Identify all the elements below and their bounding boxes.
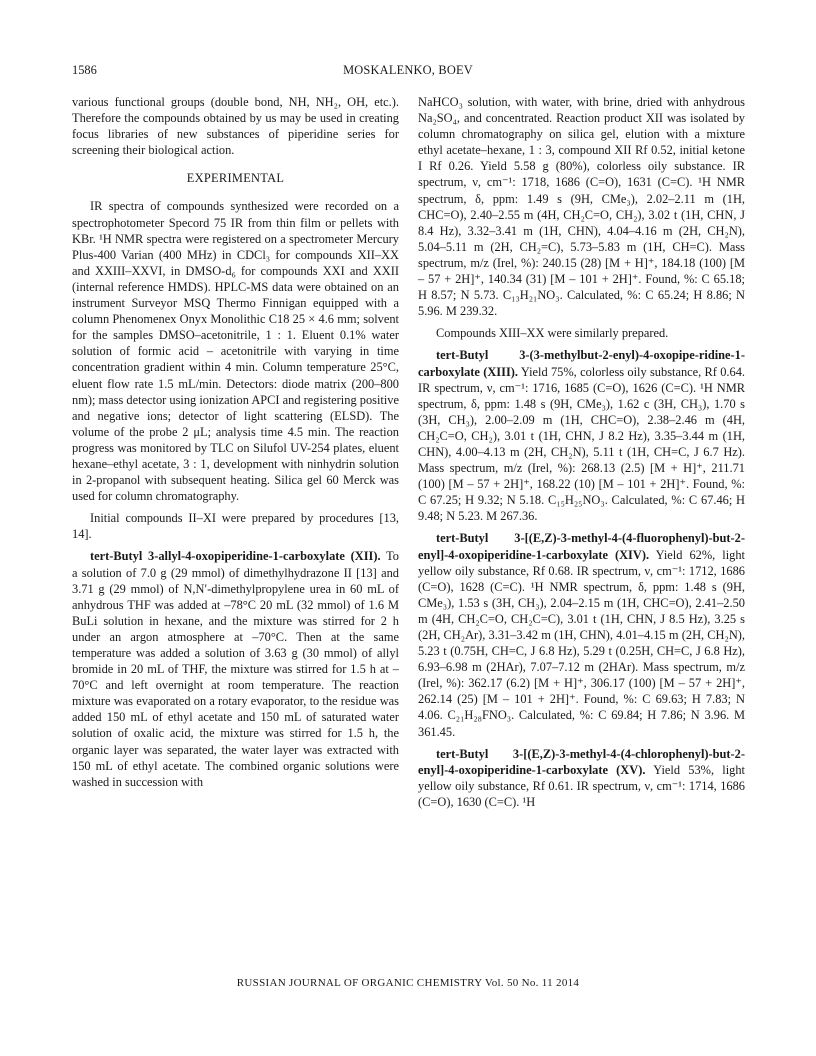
paragraph: various functional groups (double bond, NH, NH₂, OH, etc.). Therefore the compounds obtained by us may be used in creating focus libraries of new substances of piperidine series for screening their biological action.	[72, 95, 399, 158]
journal-footer: RUSSIAN JOURNAL OF ORGANIC CHEMISTRY Vol. 50 No. 11 2014	[236, 977, 580, 989]
compound-procedure: To a solution of 7.0 g (29 mmol) of dimethylhydrazone II [13] and 3.71 g (29 mmol) of N,N′-dimethylpropylene urea in 60 mL of anhydrous THF was added at –78°C 20 mL (32 mmol) of 1.6 M BuLi solution in hexane, and the mixture was stirred for 2 h under an argon atmosphere at –70°C. Then at the same temperature was added a solution of 3.63 g (30 mmol) of allyl bromide in 20 mL of THF, the mixture was stirred for 1.5 h at –70°C and left overnight at room temperature. The reaction mixture was evaporated on a rotary evaporator, to the residue was added 150 mL of ethyl acetate and 150 mL of saturated water solution of oxalic acid, the mixture was stirred for 1.5 h, the organic layer was separated, the water layer was extracted with 150 mL of ethyl acetate. The combined organic solutions were washed in succession with	[72, 549, 399, 789]
running-head: MOSKALENKO, BOEV	[343, 63, 473, 77]
paragraph: Initial compounds II–XI were prepared by procedures [13, 14].	[72, 511, 399, 542]
compound-name: tert-Butyl 3-[(E,Z)-3-methyl-4-(4-fluorophenyl)-but-2-enyl]-4-oxopiperidine-1-carboxylate (XIV).	[418, 531, 745, 562]
compound-name: tert-Butyl 3-(3-methylbut-2-enyl)-4-oxopipe-ridine-1-carboxylate (XIII).	[418, 348, 745, 379]
compound-name: tert-Butyl 3-[(E,Z)-3-methyl-4-(4-chlorophenyl)-but-2-enyl]-4-oxopiperidine-1-carboxylate (XV).	[418, 746, 745, 777]
compound-paragraph	[418, 530, 745, 739]
compound-paragraph	[418, 746, 745, 810]
paragraph: Compounds XIII–XX were similarly prepared.	[436, 326, 669, 341]
compound-name: tert-Butyl 3-allyl-4-oxopiperidine-1-carboxylate (XII).	[90, 549, 381, 564]
compound-data: Yield 62%, light yellow oily substance, Rf 0.68. IR spectrum, ν, cm⁻¹: 1712, 1686 (C=O), 1628 (C=C). ¹H NMR spectrum, δ, ppm: 1.48 s (9H, CMe₃), 1.53 s (3H, CH₃), 2.04–2.15 m (1H, CHC=O), 2.41–2.50 m (4H, CH₂C=O, CH₂C=C), 3.01 t (1H, CHN, J 8.5 Hz), 3.25 s (2H, CH₂Ar), 3.31–3.42 m (1H, CHN), 4.01–4.15 m (2H, CH₂N), 5.23 t (0.75H, CH=C, J 6.8 Hz), 5.29 t (0.25H, CH=C, J 6.8 Hz), 6.93–6.98 m (2HAr), 7.07–7.12 m (2HAr). Mass spectrum, m/z (Irel, %): 362.17 (6.2) [M + H]⁺, 306.17 (100) [M – 57 + 2H]⁺, 262.14 (25) [M – 101 + 2H]⁺. Found, %: C 69.63; H 7.83; N 4.06. C₂₁H₂₈FNO₃. Calculated, %: C 69.84; H 7.86; N 3.96. M 361.45.	[418, 547, 745, 739]
compound-paragraph	[418, 347, 745, 524]
right-column	[418, 94, 745, 816]
section-heading-experimental: EXPERIMENTAL	[186, 171, 285, 186]
compound-data: Yield 75%, colorless oily substance, Rf 0.64. IR spectrum, ν, cm⁻¹: 1716, 1685 (C=O), 1626 (C=C). ¹H NMR spectrum, δ, ppm: 1.48 s (9H, CMe₃), 1.62 c (3H, CH₃), 1.70 s (3H, CH₃), 2.00–2.09 m (1H, CHC=O), 2.38–2.46 m (4H, CH₂C=O, CH₂), 3.01 t (1H, CHN, J 8.2 Hz), 3.35–3.44 m (1H, CHN), 4.00–4.13 m (2H, CH₂N), 5.11 t (1H, CH=C, J 6.7 Hz). Mass spectrum, m/z (Irel, %): 268.13 (2.5) [M + H]⁺, 211.71 (100) [M – 57 + 2H]⁺, 168.22 (10) [M – 101 + 2H]⁺. Found, %: C 67.25; H 9.32; N 5.18. C₁₅H₂₅NO₃. Calculated, %: C 67.46; H 9.48; N 5.23. M 267.36.	[418, 364, 746, 524]
left-column	[72, 94, 399, 796]
compound-paragraph	[72, 548, 399, 789]
compound-data: Yield 53%, light yellow oily substance, Rf 0.61. IR spectrum, ν, cm⁻¹: 1714, 1686 (C=O), 1630 (C=C). ¹H	[418, 762, 745, 809]
paragraph: IR spectra of compounds synthesized were recorded on a spectrophotometer Specord 75 IR from thin film or pellets with KBr. ¹H NMR spectra were registered on a spectrometer Mercury Plus-400 Varian (400 MHz) in CDCl₃ for compounds XII–XX and XXIII–XXVI, in DMSO-d₆ for compounds XXI and XXII (internal reference HMDS). HPLC-MS data were obtained on an instrument Surveyor MSQ Thermo Finnigan equipped with a column Phenomenex Onyx Monolithic C18 25 × 4.6 mm; solvent for the samples DMSO–acetonitrile, 1 : 1. Eluent 0.1% water solution of formic acid – acetonitrile with varying in time concentration gradient within 4 min. Column temperature 25°C, eluent flow rate 1.5 mL/min. Detectors: diode matrix (200–800 nm); mass detector using ionization APCI and registering positive and negative ions; detector of light scattering (ELSD). The volume of the probe 2 μL; analysis time 4.5 min. The reaction progress was monitored by TLC on Silufol UV-254 plates, eluent hexane–ethyl acetate, 3 : 1, development with ninhydrin solution in 2-propanol with subsequent heating. Silica gel 60 Merck was used for column chromatography.	[72, 199, 399, 504]
paragraph: NaHCO₃ solution, with water, with brine, dried with anhydrous Na₂SO₄, and concentrated. Reaction product XII was isolated by column chromatography on silica gel, elution with a mixture ethyl acetate–hexane, 1 : 3, compound XII Rf 0.52, initial ketone I Rf 0.26. Yield 5.58 g (80%), colorless oily substance. IR spectrum, ν, cm⁻¹: 1718, 1686 (C=O), 1631 (C=C). ¹H NMR spectrum, δ, ppm: 1.49 s (9H, CMe₃), 2.02–2.11 m (1H, CHC=O), 2.40–2.55 m (4H, CH₂C=O, CH₂), 3.02 t (1H, CHN, J 8.4 Hz), 3.32–3.41 m (1H, CHN), 4.04–4.16 m (2H, CH₂N), 5.04–5.11 m (2H, CH₂=C), 5.73–5.83 m (1H, CH=C). Mass spectrum, m/z (Irel, %): 240.15 (28) [M + H]⁺, 184.18 (100) [M – 57 + 2H]⁺, 140.34 (31) [M – 101 + 2H]⁺. Found, %: C 65.18; H 8.57; N 5.73. C₁₃H₂₁NO₃. Calculated, %: C 65.24; H 8.86; N 5.96. M 239.32.	[418, 95, 745, 319]
page-number: 1586	[72, 63, 97, 77]
